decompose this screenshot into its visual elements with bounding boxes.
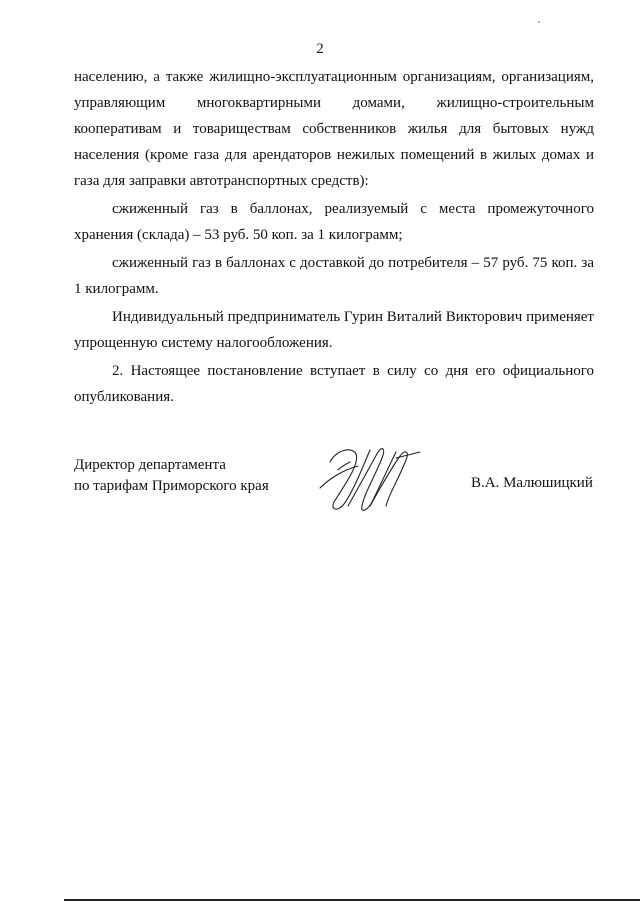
signatory-title <box>74 455 269 497</box>
paragraph-price-warehouse: сжиженный газ в баллонах, реализуемый с места промежуточного хранения (склада) – 53 руб. 50 коп. за 1 килограмм; <box>74 201 594 243</box>
signatory-title-line2: по тарифам Приморского края <box>74 478 269 494</box>
document-body <box>74 64 594 410</box>
paragraph-tax-system: Индивидуальный предприниматель Гурин Виталий Викторович применяет упрощенную систему налогообложения. <box>74 309 594 351</box>
signatory-title-line1: Директор департамента <box>74 457 226 473</box>
scan-speck <box>538 21 540 23</box>
handwritten-signature <box>312 440 422 515</box>
signatory-name: В.А. Малюшицкий <box>471 475 593 491</box>
paragraph-recipients: населению, а также жилищно-эксплуатационным организациям, организациям, управляющим многоквартирными домами, жилищно-строительным кооперативам и товариществам собственников жилья для бытовых нужд населения (кроме газа для арендаторов нежилых помещений в жилых домах и газа для заправки автотранспортных средств): <box>74 69 594 189</box>
paragraph-price-delivery: сжиженный газ в баллонах с доставкой до потребителя – 57 руб. 75 коп. за 1 килограмм. <box>74 255 594 297</box>
paragraph-effective-date: 2. Настоящее постановление вступает в силу со дня его официального опубликования. <box>74 363 594 405</box>
scan-bottom-edge <box>64 899 640 901</box>
page-number: 2 <box>316 41 324 57</box>
